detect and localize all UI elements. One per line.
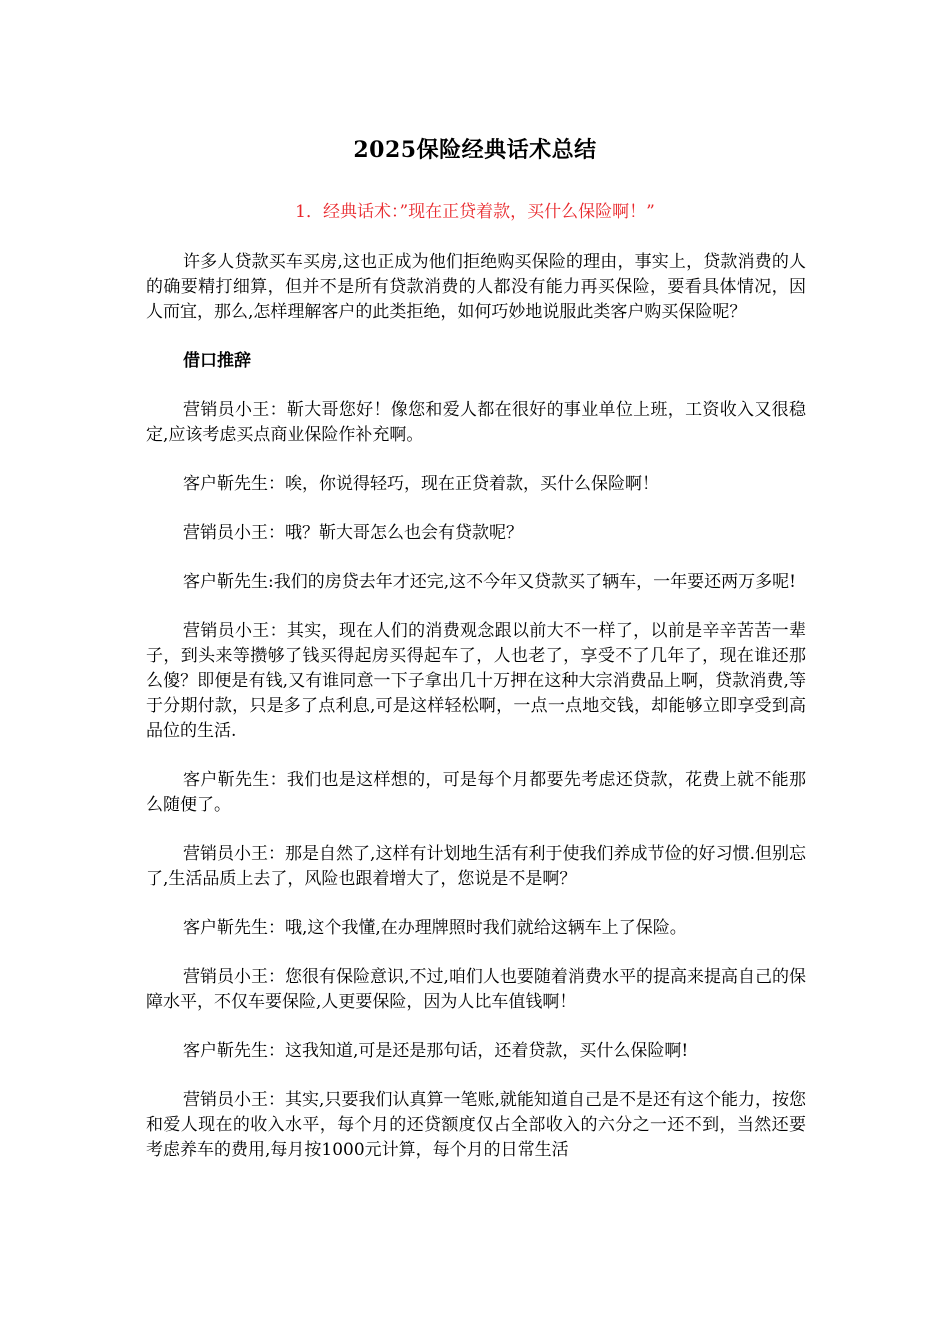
dialogue-paragraph: 营销员小王：其实，现在人们的消费观念跟以前大不一样了，以前是辛辛苦苦一辈子，到头来等攒够了钱买得起房买得起车了，人也老了，享受不了几年了，现在谁还那么傻？即便是有钱,又有谁同意一下子拿出几十万押在这种大宗消费品上啊，贷款消费,等于分期付款，只是多了点利息,可是这样轻松啊，一点一点地交钱，却能够立即享受到高品位的生活. [146, 621, 806, 741]
dialogue-paragraph: 营销员小王：那是自然了,这样有计划地生活有利于使我们养成节俭的好习惯.但别忘了,生活品质上去了，风险也跟着增大了，您说是不是啊？ [146, 844, 806, 889]
section-heading: 1．经典话术：”现在正贷着款，买什么保险啊！” [295, 202, 655, 222]
intro-paragraph: 许多人贷款买车买房,这也正成为他们拒绝购买保险的理由，事实上，贷款消费的人的确要精打细算，但并不是所有贷款消费的人都没有能力再买保险，要看具体情况，因人而宜，那么,怎样理解客户的此类拒绝，如何巧妙地说服此类客户购买保险呢？ [146, 252, 806, 322]
dialogue-paragraph: 客户靳先生:我们的房贷去年才还完,这不今年又贷款买了辆车，一年要还两万多呢! [183, 572, 796, 592]
dialogue-paragraph: 客户靳先生：这我知道,可是还是那句话，还着贷款，买什么保险啊! [183, 1041, 689, 1061]
dialogue-paragraph: 客户靳先生：唉，你说得轻巧，现在正贷着款，买什么保险啊！ [183, 474, 659, 494]
dialogue-paragraph: 营销员小王：其实,只要我们认真算一笔账,就能知道自己是不是还有这个能力，按您和爱人现在的收入水平，每个月的还贷额度仅占全部收入的六分之一还不到，当然还要考虑养车的费用,每月按1000元计算，每个月的日常生活 [146, 1090, 806, 1160]
subheading-excuse: 借口推辞 [183, 351, 251, 371]
dialogue-paragraph: 营销员小王：哦？靳大哥怎么也会有贷款呢？ [183, 523, 523, 543]
document-title: 2025保险经典话术总结 [353, 137, 597, 163]
dialogue-paragraph: 客户靳先生：哦,这个我懂,在办理牌照时我们就给这辆车上了保险。 [183, 918, 687, 938]
dialogue-paragraph: 营销员小王：靳大哥您好！像您和爱人都在很好的事业单位上班，工资收入又很稳定,应该考虑买点商业保险作补充啊。 [146, 400, 806, 445]
document-body [146, 250, 806, 1187]
dialogue-paragraph: 营销员小王：您很有保险意识,不过,咱们人也要随着消费水平的提高来提高自己的保障水平，不仅车要保险,人更要保险，因为人比车值钱啊！ [146, 967, 806, 1012]
dialogue-paragraph: 客户靳先生：我们也是这样想的，可是每个月都要先考虑还贷款，花费上就不能那么随便了。 [146, 770, 806, 815]
